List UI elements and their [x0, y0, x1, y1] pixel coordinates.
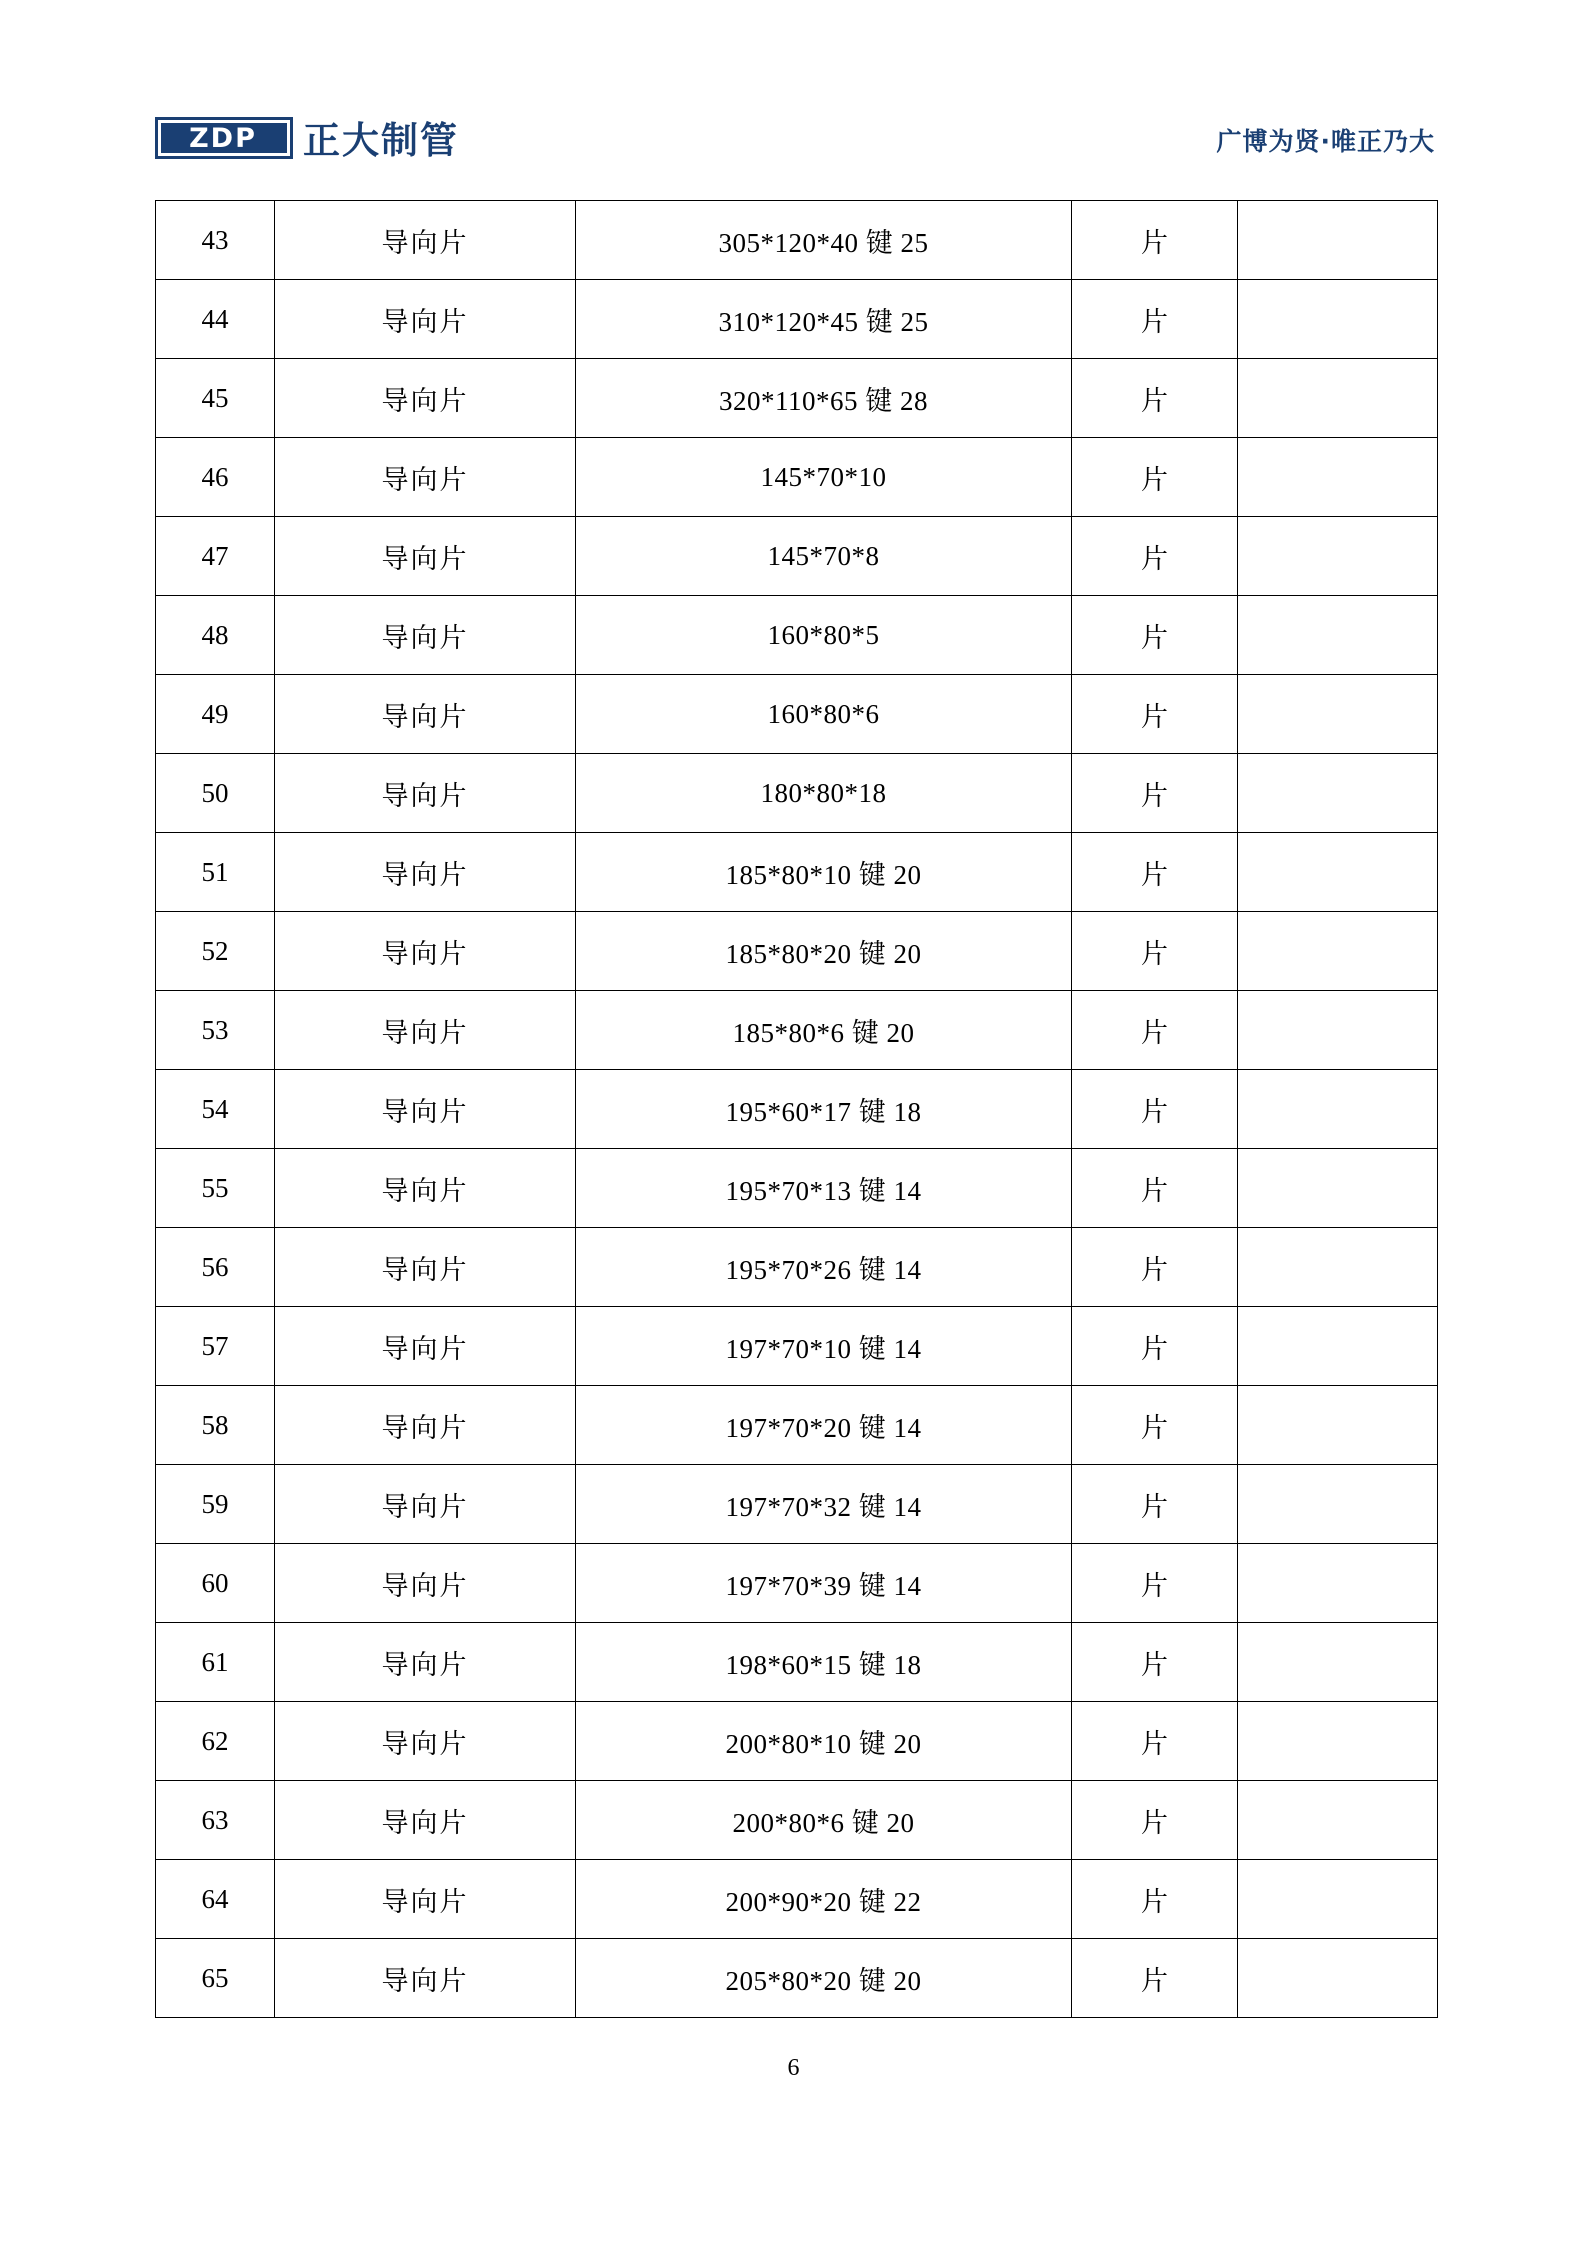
company-logo — [155, 115, 459, 166]
cell-remark — [1238, 1228, 1438, 1307]
cell-unit: 片 — [1072, 1070, 1238, 1149]
cell-name: 导向片 — [275, 754, 576, 833]
cell-name: 导向片 — [275, 438, 576, 517]
cell-unit: 片 — [1072, 833, 1238, 912]
cell-spec: 200*80*10 键 20 — [576, 1702, 1072, 1781]
cell-no: 46 — [156, 438, 275, 517]
cell-name: 导向片 — [275, 991, 576, 1070]
cell-remark — [1238, 991, 1438, 1070]
cell-no: 64 — [156, 1860, 275, 1939]
cell-unit: 片 — [1072, 1149, 1238, 1228]
logo-company-name: 正大制管 — [303, 118, 459, 162]
cell-no: 57 — [156, 1307, 275, 1386]
cell-name: 导向片 — [275, 833, 576, 912]
cell-spec: 195*70*26 键 14 — [576, 1228, 1072, 1307]
table-row — [156, 912, 1438, 991]
table-row — [156, 833, 1438, 912]
cell-unit: 片 — [1072, 1702, 1238, 1781]
cell-remark — [1238, 675, 1438, 754]
cell-spec: 305*120*40 键 25 — [576, 201, 1072, 280]
cell-spec: 200*90*20 键 22 — [576, 1860, 1072, 1939]
table-row — [156, 201, 1438, 280]
cell-spec: 145*70*8 — [576, 517, 1072, 596]
cell-no: 49 — [156, 675, 275, 754]
table-row — [156, 675, 1438, 754]
cell-remark — [1238, 280, 1438, 359]
cell-spec: 197*70*20 键 14 — [576, 1386, 1072, 1465]
parts-table — [155, 200, 1438, 2018]
cell-unit: 片 — [1072, 280, 1238, 359]
cell-unit: 片 — [1072, 1544, 1238, 1623]
cell-remark — [1238, 754, 1438, 833]
cell-name: 导向片 — [275, 1702, 576, 1781]
cell-remark — [1238, 1860, 1438, 1939]
cell-remark — [1238, 1465, 1438, 1544]
cell-unit: 片 — [1072, 1860, 1238, 1939]
table-row — [156, 1228, 1438, 1307]
cell-spec: 160*80*5 — [576, 596, 1072, 675]
page-number: 6 — [787, 2055, 800, 2081]
cell-name: 导向片 — [275, 1781, 576, 1860]
cell-name: 导向片 — [275, 1465, 576, 1544]
cell-unit: 片 — [1072, 438, 1238, 517]
cell-unit: 片 — [1072, 991, 1238, 1070]
cell-spec: 195*60*17 键 18 — [576, 1070, 1072, 1149]
table-row — [156, 1070, 1438, 1149]
table-row — [156, 1781, 1438, 1860]
cell-name: 导向片 — [275, 1307, 576, 1386]
cell-name: 导向片 — [275, 359, 576, 438]
cell-spec: 180*80*18 — [576, 754, 1072, 833]
cell-remark — [1238, 438, 1438, 517]
company-slogan: 广博为贤·唯正乃大 — [1216, 127, 1435, 156]
cell-unit: 片 — [1072, 1307, 1238, 1386]
cell-unit: 片 — [1072, 596, 1238, 675]
cell-unit: 片 — [1072, 754, 1238, 833]
cell-spec: 320*110*65 键 28 — [576, 359, 1072, 438]
cell-no: 48 — [156, 596, 275, 675]
cell-name: 导向片 — [275, 1070, 576, 1149]
cell-no: 54 — [156, 1070, 275, 1149]
zdp-logo-icon — [155, 115, 293, 166]
cell-remark — [1238, 1623, 1438, 1702]
cell-unit: 片 — [1072, 675, 1238, 754]
cell-no: 50 — [156, 754, 275, 833]
cell-no: 65 — [156, 1939, 275, 2018]
cell-no: 55 — [156, 1149, 275, 1228]
table-row — [156, 991, 1438, 1070]
cell-no: 51 — [156, 833, 275, 912]
cell-no: 53 — [156, 991, 275, 1070]
table-row — [156, 1860, 1438, 1939]
cell-spec: 185*80*20 键 20 — [576, 912, 1072, 991]
table-row — [156, 359, 1438, 438]
cell-no: 62 — [156, 1702, 275, 1781]
cell-name: 导向片 — [275, 596, 576, 675]
cell-name: 导向片 — [275, 201, 576, 280]
cell-spec: 205*80*20 键 20 — [576, 1939, 1072, 2018]
cell-remark — [1238, 517, 1438, 596]
cell-no: 56 — [156, 1228, 275, 1307]
table-row — [156, 1465, 1438, 1544]
cell-no: 59 — [156, 1465, 275, 1544]
cell-name: 导向片 — [275, 1860, 576, 1939]
cell-no: 52 — [156, 912, 275, 991]
cell-no: 58 — [156, 1386, 275, 1465]
cell-no: 47 — [156, 517, 275, 596]
cell-remark — [1238, 1307, 1438, 1386]
cell-remark — [1238, 1702, 1438, 1781]
cell-remark — [1238, 596, 1438, 675]
cell-spec: 160*80*6 — [576, 675, 1072, 754]
page-header — [155, 105, 1435, 175]
table-row — [156, 1702, 1438, 1781]
cell-spec: 185*80*10 键 20 — [576, 833, 1072, 912]
cell-remark — [1238, 1544, 1438, 1623]
cell-name: 导向片 — [275, 1386, 576, 1465]
cell-no: 45 — [156, 359, 275, 438]
table-row — [156, 1386, 1438, 1465]
cell-name: 导向片 — [275, 912, 576, 991]
table-row — [156, 754, 1438, 833]
cell-remark — [1238, 912, 1438, 991]
cell-no: 63 — [156, 1781, 275, 1860]
cell-remark — [1238, 359, 1438, 438]
cell-no: 44 — [156, 280, 275, 359]
cell-remark — [1238, 1070, 1438, 1149]
cell-spec: 195*70*13 键 14 — [576, 1149, 1072, 1228]
table-row — [156, 1939, 1438, 2018]
cell-remark — [1238, 201, 1438, 280]
table-row — [156, 1307, 1438, 1386]
cell-unit: 片 — [1072, 359, 1238, 438]
table-row — [156, 596, 1438, 675]
cell-spec: 310*120*45 键 25 — [576, 280, 1072, 359]
svg-text:ZDP: ZDP — [189, 122, 257, 154]
cell-spec: 145*70*10 — [576, 438, 1072, 517]
cell-spec: 198*60*15 键 18 — [576, 1623, 1072, 1702]
table-row — [156, 438, 1438, 517]
cell-name: 导向片 — [275, 517, 576, 596]
cell-name: 导向片 — [275, 1623, 576, 1702]
cell-no: 43 — [156, 201, 275, 280]
cell-unit: 片 — [1072, 912, 1238, 991]
cell-unit: 片 — [1072, 1465, 1238, 1544]
cell-unit: 片 — [1072, 1781, 1238, 1860]
cell-spec: 185*80*6 键 20 — [576, 991, 1072, 1070]
cell-unit: 片 — [1072, 1623, 1238, 1702]
cell-spec: 200*80*6 键 20 — [576, 1781, 1072, 1860]
cell-unit: 片 — [1072, 517, 1238, 596]
cell-remark — [1238, 1386, 1438, 1465]
cell-unit: 片 — [1072, 201, 1238, 280]
table-row — [156, 280, 1438, 359]
cell-name: 导向片 — [275, 1544, 576, 1623]
cell-remark — [1238, 1939, 1438, 2018]
cell-no: 60 — [156, 1544, 275, 1623]
cell-spec: 197*70*32 键 14 — [576, 1465, 1072, 1544]
cell-name: 导向片 — [275, 1149, 576, 1228]
cell-name: 导向片 — [275, 1228, 576, 1307]
table-row — [156, 1623, 1438, 1702]
cell-remark — [1238, 833, 1438, 912]
cell-no: 61 — [156, 1623, 275, 1702]
cell-unit: 片 — [1072, 1939, 1238, 2018]
cell-name: 导向片 — [275, 675, 576, 754]
cell-name: 导向片 — [275, 280, 576, 359]
cell-name: 导向片 — [275, 1939, 576, 2018]
cell-remark — [1238, 1781, 1438, 1860]
cell-remark — [1238, 1149, 1438, 1228]
table-row — [156, 517, 1438, 596]
cell-spec: 197*70*10 键 14 — [576, 1307, 1072, 1386]
cell-unit: 片 — [1072, 1386, 1238, 1465]
table-row — [156, 1544, 1438, 1623]
parts-table-body — [156, 201, 1438, 2018]
cell-spec: 197*70*39 键 14 — [576, 1544, 1072, 1623]
table-row — [156, 1149, 1438, 1228]
cell-unit: 片 — [1072, 1228, 1238, 1307]
